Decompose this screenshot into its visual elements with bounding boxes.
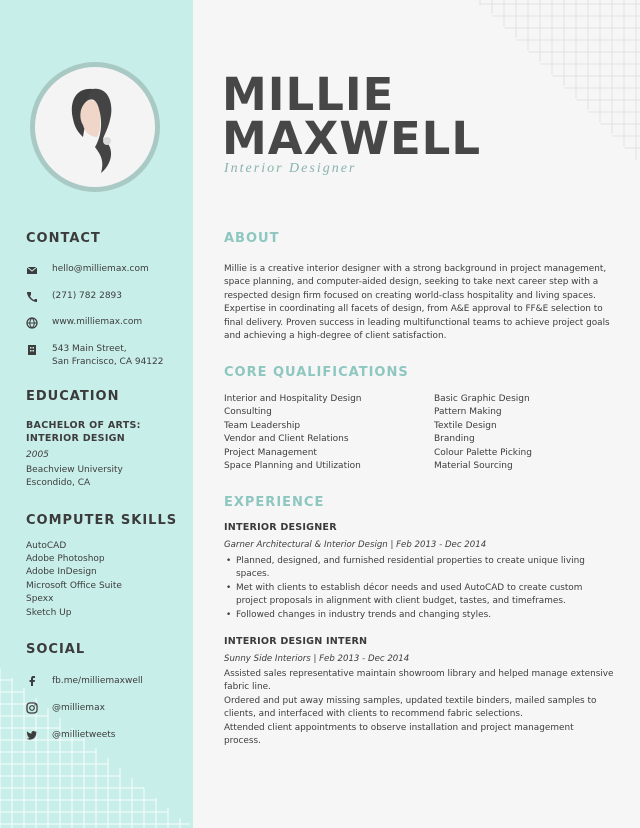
avatar — [30, 62, 160, 192]
last-name: MAXWELL — [222, 112, 482, 165]
qualification-item: Team Leadership — [224, 420, 301, 431]
skill-item: Microsoft Office Suite — [26, 581, 122, 591]
qualification-item: Interior and Hospitality Design — [224, 394, 362, 404]
qualifications-right-list — [434, 393, 532, 473]
description-line: Assisted sales representative maintain showroom library and helped manage extensive — [224, 669, 614, 679]
education-year: 2005 — [26, 450, 49, 460]
qualification-item: Material Sourcing — [434, 461, 513, 472]
contact-address-line1: 543 Main Street, — [52, 344, 127, 354]
bullet-line: project proposals in alignment with client budget, tastes, and timeframes. — [236, 596, 566, 607]
about-line: Millie is a creative interior designer with a strong background in project management, — [224, 264, 607, 274]
social-instagram[interactable]: @milliemax — [52, 703, 105, 713]
qualifications-heading: CORE QUALIFICATIONS — [224, 365, 409, 380]
job-title: INTERIOR DESIGN INTERN — [224, 636, 368, 647]
skill-item: Adobe Photoshop — [26, 554, 105, 564]
job-bullet — [224, 555, 624, 582]
education-school: Beachview University — [26, 465, 123, 475]
contact-website[interactable]: www.milliemax.com — [52, 317, 143, 327]
skills-heading: COMPUTER SKILLS — [26, 513, 178, 528]
bullet-line: • Met with clients to establish décor needs and used AutoCAD to create custom — [236, 583, 583, 593]
qualification-item: Branding — [434, 434, 475, 445]
contact-phone[interactable]: (271) 782 2893 — [52, 291, 123, 301]
description-line: process. — [224, 736, 261, 747]
description-line: fabric line. — [224, 682, 271, 693]
qualification-item: Colour Palette Picking — [434, 447, 532, 458]
contact-heading: CONTACT — [26, 231, 101, 246]
qualification-item: Project Management — [224, 447, 317, 458]
qualifications-left-list — [224, 393, 362, 473]
globe-icon — [26, 317, 38, 329]
description-line: clients, and interfaced with clients to recommend fabric selections. — [224, 709, 523, 720]
skill-item: Spexx — [26, 594, 54, 604]
bullet-line: • Planned, designed, and furnished residential properties to create unique living — [236, 556, 585, 566]
sidebar — [0, 0, 193, 828]
skill-item: Adobe InDesign — [26, 567, 97, 577]
job-description — [224, 668, 624, 748]
experience-heading: EXPERIENCE — [224, 495, 325, 510]
contact-email[interactable]: hello@milliemax.com — [52, 264, 149, 274]
qualification-item: Vendor and Client Relations — [224, 434, 349, 445]
about-line: space planning, and computer-aided design, seeking to take next career step with a — [224, 277, 599, 288]
mail-icon — [26, 264, 38, 276]
qualification-item: Basic Graphic Design — [434, 394, 530, 404]
qualification-item: Consulting — [224, 407, 272, 418]
skill-item: AutoCAD — [26, 541, 67, 551]
first-name: MILLIE — [222, 68, 395, 121]
instagram-icon — [26, 702, 38, 714]
about-line: Expertise in coordinating all facets of design, from A&E approval to FF&E selection to — [224, 304, 603, 315]
phone-icon — [26, 291, 38, 303]
woman-portrait-icon — [35, 67, 155, 187]
social-twitter[interactable]: @millietweets — [52, 730, 116, 740]
facebook-icon — [26, 675, 38, 687]
education-heading: EDUCATION — [26, 389, 120, 404]
contact-address-line2: San Francisco, CA 94122 — [52, 357, 164, 367]
education-location: Escondido, CA — [26, 478, 91, 488]
about-line: final delivery. Proven success in leading multifunctional teams to achieve project goals — [224, 317, 610, 328]
bullet-line: • Followed changes in industry trends and changing styles. — [236, 610, 492, 620]
role-title: Interior Designer — [224, 161, 357, 176]
building-icon — [26, 344, 38, 356]
social-heading: SOCIAL — [26, 642, 86, 657]
qualification-item: Textile Design — [434, 420, 497, 431]
qualification-item: Space Planning and Utilization — [224, 461, 361, 472]
bullet-line: spaces. — [236, 569, 270, 580]
grid-pattern-decoration — [470, 0, 640, 165]
description-line: Attended client appointments to observe installation and project management — [224, 722, 574, 733]
job-title: INTERIOR DESIGNER — [224, 522, 337, 533]
degree-line2: INTERIOR DESIGN — [26, 433, 126, 444]
skill-item: Sketch Up — [26, 608, 72, 618]
social-facebook[interactable]: fb.me/milliemaxwell — [52, 676, 143, 686]
job-subtitle: Garner Architectural & Interior Design | Feb 2013 - Dec 2014 — [224, 540, 487, 550]
degree-line1: BACHELOR OF ARTS: — [26, 420, 141, 431]
description-line: Ordered and put away missing samples, updated textile binders, mailed samples to — [224, 695, 597, 706]
job-subtitle: Sunny Side Interiors | Feb 2013 - Dec 2014 — [224, 654, 410, 664]
about-line: respected design firm focused on creating world-class hospitality and living spaces. — [224, 290, 596, 301]
job-bullet — [224, 609, 624, 622]
about-text — [224, 263, 619, 343]
twitter-icon — [26, 729, 38, 741]
about-heading: ABOUT — [224, 231, 280, 246]
qualification-item: Pattern Making — [434, 407, 502, 418]
about-line: and achieving a high-degree of client satisfaction. — [224, 331, 447, 342]
job-bullet — [224, 582, 624, 609]
